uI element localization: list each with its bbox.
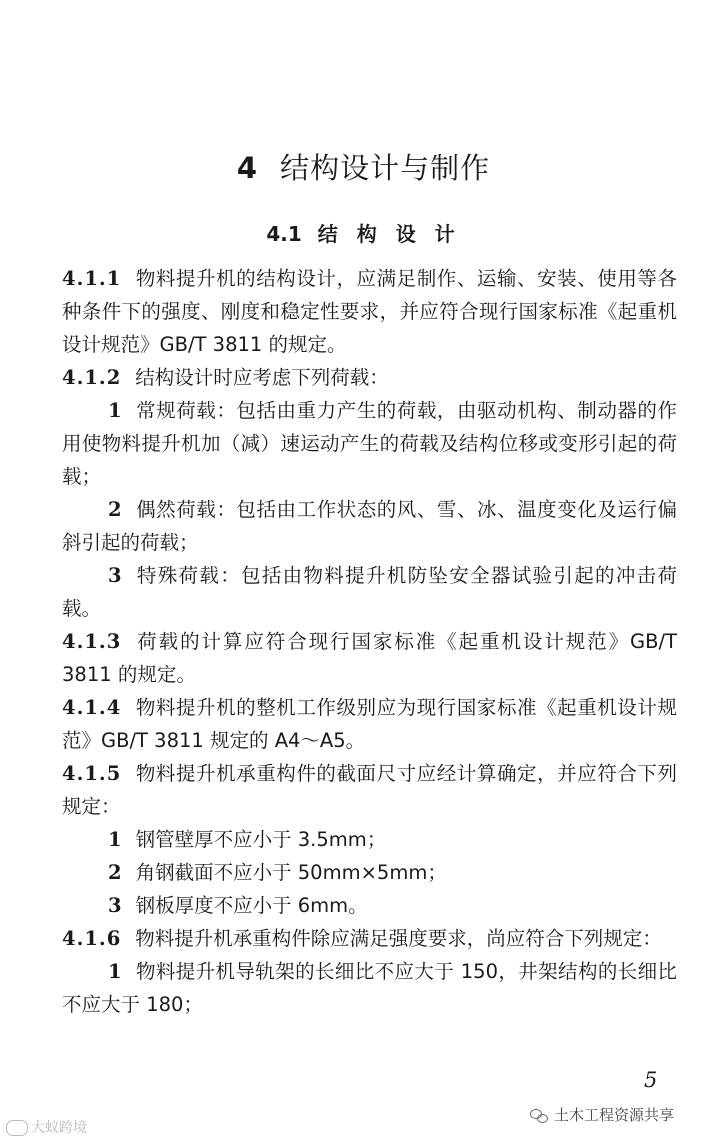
clause-item bbox=[62, 856, 677, 889]
item-number: 2 bbox=[108, 861, 122, 884]
clause-item bbox=[62, 559, 677, 625]
clause-number: 4.1.3 bbox=[62, 630, 122, 653]
section-number: 4.1 bbox=[266, 222, 302, 246]
clause-number: 4.1.6 bbox=[62, 927, 122, 950]
clause-number: 4.1.5 bbox=[62, 762, 122, 785]
watermark-logo-icon bbox=[6, 1120, 28, 1136]
item-text: 偶然荷载：包括由工作状态的风、雪、冰、温度变化及运行偏斜引起的荷载； bbox=[62, 498, 677, 554]
item-number: 3 bbox=[108, 894, 122, 917]
item-number: 1 bbox=[108, 828, 122, 851]
clause-item bbox=[62, 493, 677, 559]
watermark-left bbox=[6, 1117, 87, 1137]
clause bbox=[62, 922, 677, 955]
clause bbox=[62, 757, 677, 823]
page-number: 5 bbox=[644, 1068, 658, 1092]
section-title bbox=[0, 218, 727, 247]
item-number: 2 bbox=[108, 498, 122, 521]
item-text: 角钢截面不应小于 50mm×5mm； bbox=[135, 861, 447, 884]
item-text: 特殊荷载：包括由物料提升机防坠安全器试验引起的冲击荷载。 bbox=[62, 564, 677, 620]
item-number: 1 bbox=[108, 399, 122, 422]
item-number: 1 bbox=[108, 960, 122, 983]
clause-text: 物料提升机的结构设计，应满足制作、运输、安装、使用等各种条件下的强度、刚度和稳定性要求，并应符合现行国家标准《起重机设计规范》GB/T 3811 的规定。 bbox=[62, 267, 677, 356]
item-text: 常规荷载：包括由重力产生的荷载，由驱动机构、制动器的作用使物料提升机加（减）速运动产生的荷载及结构位移或变形引起的荷载； bbox=[62, 399, 677, 488]
item-text: 物料提升机导轨架的长细比不应大于 150，井架结构的长细比不应大于 180； bbox=[62, 960, 677, 1016]
clause bbox=[62, 361, 677, 394]
watermark-right bbox=[530, 1104, 674, 1125]
item-text: 钢板厚度不应小于 6mm。 bbox=[135, 894, 368, 917]
item-number: 3 bbox=[108, 564, 122, 587]
clause bbox=[62, 625, 677, 691]
clause-text: 荷载的计算应符合现行国家标准《起重机设计规范》GB/T 3811 的规定。 bbox=[62, 630, 677, 686]
clause-number: 4.1.1 bbox=[62, 267, 122, 290]
clause bbox=[62, 691, 677, 757]
watermark-left-text: 大蚁跨境 bbox=[31, 1120, 87, 1136]
clause-item bbox=[62, 955, 677, 1021]
wechat-icon bbox=[530, 1107, 548, 1123]
item-text: 钢管壁厚不应小于 3.5mm； bbox=[135, 828, 387, 851]
clause-item bbox=[62, 823, 677, 856]
section-title-text: 结 构 设 计 bbox=[317, 222, 461, 246]
clause-item bbox=[62, 394, 677, 493]
clause-text: 物料提升机承重构件除应满足强度要求，尚应符合下列规定： bbox=[135, 927, 662, 950]
clause-text: 物料提升机的整机工作级别应为现行国家标准《起重机设计规范》GB/T 3811 规定的 A4～A5。 bbox=[62, 696, 677, 752]
clause-text: 结构设计时应考虑下列荷载： bbox=[135, 366, 389, 389]
clause-body bbox=[62, 262, 677, 1021]
clause-item bbox=[62, 889, 677, 922]
clause bbox=[62, 262, 677, 361]
chapter-number: 4 bbox=[236, 151, 259, 185]
clause-number: 4.1.4 bbox=[62, 696, 122, 719]
watermark-right-text: 土木工程资源共享 bbox=[554, 1106, 675, 1124]
chapter-title-text: 结构设计与制作 bbox=[280, 151, 491, 185]
clause-text: 物料提升机承重构件的截面尺寸应经计算确定，并应符合下列规定： bbox=[62, 762, 677, 818]
chapter-title bbox=[0, 146, 727, 187]
clause-number: 4.1.2 bbox=[62, 366, 122, 389]
